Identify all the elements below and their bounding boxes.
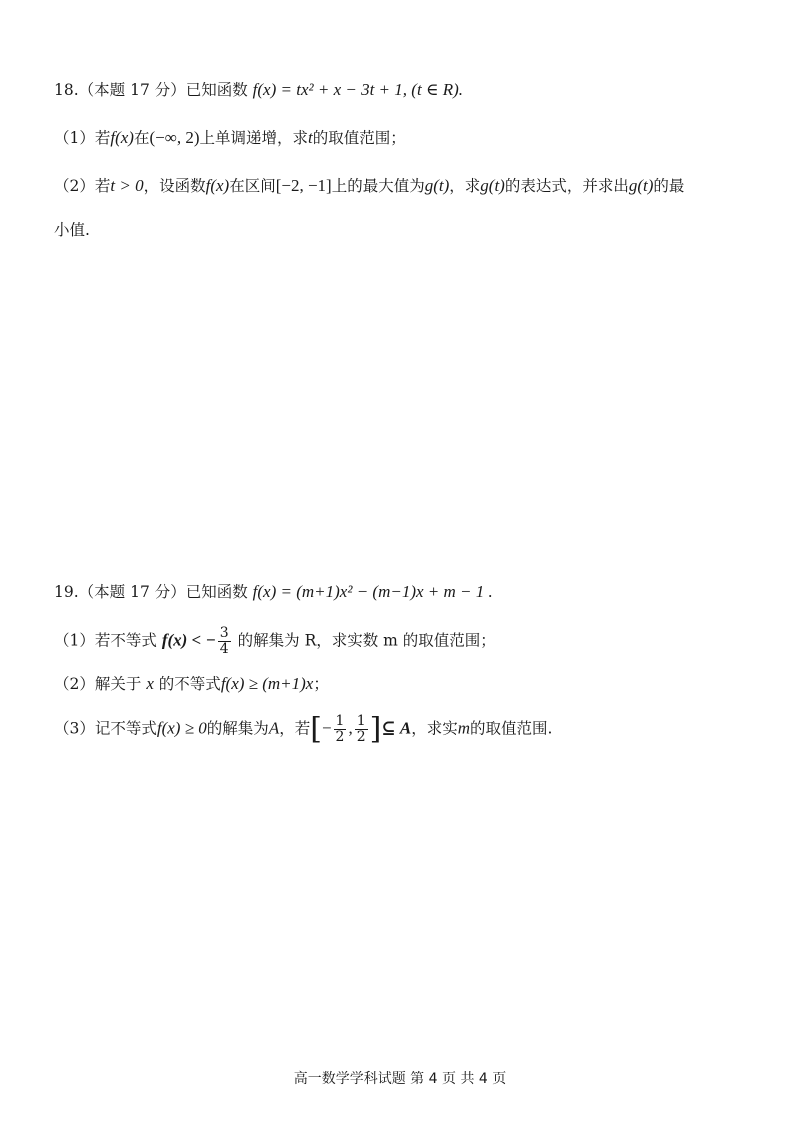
q19-p3-comma: , (348, 718, 353, 738)
q19-p1-text2: 的解集为 R，求实数 m 的取值范围； (237, 631, 496, 650)
page-footer: 高一数学学科试题 第 4 页 共 4 页 (293, 1071, 507, 1087)
q19-p3-text: （3）记不等式 (54, 719, 157, 738)
q19-p2-ineq: f(x) ≥ (m+1)x (220, 674, 314, 693)
q18-p1-text: （1）若 (54, 129, 111, 147)
q18-function: f(x) = tx² + x − 3t + 1, (t ∈ R). (252, 80, 464, 99)
q19-p2-text2: 的不等式 (158, 675, 221, 693)
q18-p2-text4: 上的最大值为 (331, 177, 425, 195)
q19-p1-fraction (218, 626, 231, 657)
q19-p3-frac2 (355, 714, 368, 745)
q18-p2-cond: t > 0 (110, 176, 144, 195)
q19-p1-ineq: f(x) < − (161, 630, 216, 650)
q18-p2-text6: 的表达式，并求出 (504, 177, 629, 195)
q18-p2-fx: f(x) (205, 176, 230, 195)
q19-p3-left-bracket: [ (310, 711, 322, 747)
q18-p2-g1: g(t) (424, 176, 450, 195)
q18-p1-t: t (308, 128, 313, 147)
q18-part2 (54, 174, 760, 198)
q18-header (54, 78, 760, 102)
q18-part1 (54, 126, 760, 150)
q19-p2-text3: ； (313, 675, 329, 693)
q19-p1-num: 3 (219, 625, 229, 641)
q19-header (54, 580, 760, 604)
q19-p1-text: （1）若不等式 (54, 631, 157, 650)
q19-p3-text5: 的取值范围. (469, 719, 553, 738)
q19-p3-d1: 2 (335, 729, 345, 745)
q19-part2 (54, 672, 760, 696)
q19-p3-right-bracket: ] (369, 711, 382, 747)
q18-p2-text7: 的最 (653, 177, 685, 195)
q19-p3-text2: 的解集为 (206, 719, 269, 738)
q18-p2-g3: g(t) (628, 176, 654, 195)
q19-p3-n2: 1 (356, 713, 366, 729)
q19-p3-text4: ，求实 (411, 719, 458, 738)
q19-p2-text: （2）解关于 (54, 675, 142, 693)
q19-p3-text3: ，若 (279, 719, 311, 738)
q19-p1-den: 4 (219, 641, 229, 657)
q18-p1-text3: 上单调递增，求 (199, 129, 309, 147)
q18-p2-text3: 在区间 (229, 177, 276, 195)
q19-p3-neg: − (321, 718, 332, 738)
q19-p3-d2: 2 (356, 729, 366, 745)
q19-part1 (54, 626, 760, 657)
q19-p3-n1: 1 (335, 713, 345, 729)
q18-p2-text: （2）若 (54, 177, 111, 195)
q19-p3-m: m (457, 718, 470, 738)
q19-p2-x: x (146, 674, 154, 693)
q18-p1-fx: f(x) (110, 128, 134, 147)
q18-p2-interval: [−2, −1] (275, 176, 332, 195)
q18-p1-text2: 在 (133, 129, 150, 147)
q18-p2-g2: g(t) (480, 176, 505, 195)
q18-p2-text5: ，求 (449, 177, 481, 195)
q19-p3-A: A (268, 718, 280, 738)
q19-part3 (54, 711, 760, 747)
q19-p3-frac1 (334, 714, 347, 745)
q18-part2-continued (54, 218, 760, 242)
q18-head: 18.（本题 17 分）已知函数 (54, 81, 248, 99)
q18-p2-text2: ，设函数 (143, 177, 206, 195)
q19-function: f(x) = (m+1)x² − (m−1)x + m − 1 . (252, 582, 493, 601)
q19-p3-ineq: f(x) ≥ 0 (156, 718, 207, 738)
q18-p2-cont: 小值. (54, 221, 90, 239)
q19-head: 19.（本题 17 分）已知函数 (54, 583, 248, 601)
q19-p3-subset: ⊆ A (381, 718, 412, 738)
q18-p1-text4: 的取值范围； (312, 129, 406, 147)
q18-p1-interval: (−∞, 2) (149, 128, 200, 147)
